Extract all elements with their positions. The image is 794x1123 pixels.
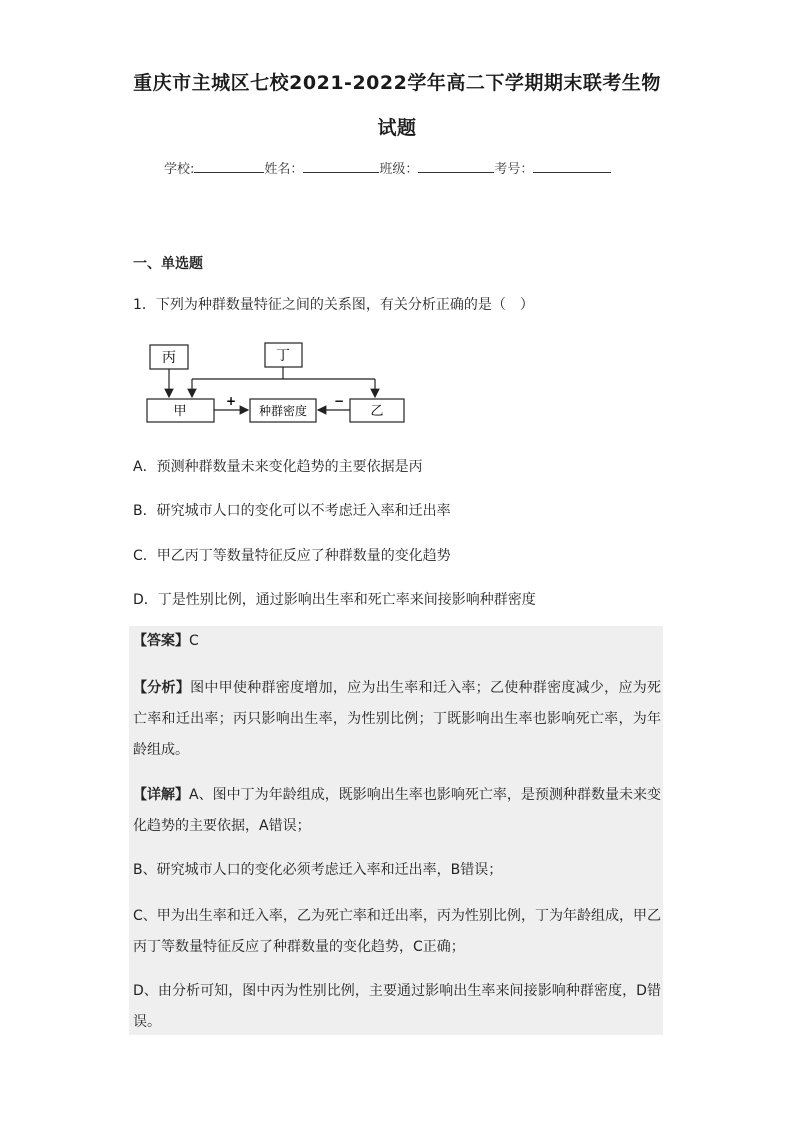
school-blank xyxy=(194,158,264,173)
population-diagram xyxy=(146,338,416,428)
question-1-stem: 1．下列为种群数量特征之间的关系图，有关分析正确的是（ ） xyxy=(133,297,534,313)
detail-d-paragraph: D、由分析可知，图中丙为性别比例，主要通过影响出生率来间接影响种群密度，D错误。 xyxy=(133,983,661,1030)
node-jia-box xyxy=(147,399,214,422)
node-bing-box xyxy=(150,345,188,369)
school-label: 学校: xyxy=(164,162,195,177)
answer-line xyxy=(133,626,661,657)
detail-a-text: A、图中丁为年龄组成，既影响出生率也影响死亡率，是预测种群数量未来变化趋势的主要依据，A错误； xyxy=(133,787,661,834)
document-title-line1: 重庆市主城区七校2021-2022学年高二下学期期末联考生物 xyxy=(133,72,661,94)
minus-sign: − xyxy=(334,394,345,408)
option-a: A．预测种群数量未来变化趋势的主要依据是丙 xyxy=(133,459,423,475)
number-label: 考号： xyxy=(494,162,534,177)
option-c: C．甲乙丙丁等数量特征反应了种群数量的变化趋势 xyxy=(133,548,451,564)
node-ding-box xyxy=(265,343,302,367)
section-heading: 一、单选题 xyxy=(133,256,203,272)
node-density-box xyxy=(250,399,316,422)
node-yi-label: 乙 xyxy=(370,404,384,419)
detail-b-paragraph: B、研究城市人口的变化必须考虑迁入率和迁出率，B错误； xyxy=(133,862,503,878)
option-b: B．研究城市人口的变化可以不考虑迁入率和迁出率 xyxy=(133,503,451,519)
name-blank xyxy=(303,158,379,173)
node-ding-label: 丁 xyxy=(276,348,290,364)
class-blank xyxy=(418,158,494,173)
node-bing-label: 丙 xyxy=(162,350,176,366)
plus-sign: + xyxy=(226,394,237,408)
class-label: 班级： xyxy=(379,162,419,177)
node-yi-box xyxy=(350,399,404,422)
document-title-line2: 试题 xyxy=(377,117,417,139)
analysis-paragraph xyxy=(133,673,661,766)
number-blank xyxy=(533,158,611,173)
detail-a-paragraph xyxy=(133,780,661,842)
name-label: 姓名： xyxy=(264,162,304,177)
detail-c-paragraph: C、甲为出生率和迁入率，乙为死亡率和迁出率，丙为性别比例，丁为年龄组成，甲乙丙丁等数量特征反应了种群数量的变化趋势，C正确； xyxy=(133,908,661,955)
analysis-text: 图中甲使种群密度增加，应为出生率和迁入率；乙使种群密度减少，应为死亡率和迁出率；丙只影响出生率，为性别比例；丁既影响出生率也影响死亡率，为年龄组成。 xyxy=(133,680,662,758)
detail-label: 【详解】 xyxy=(133,787,190,803)
answer-value: C xyxy=(189,633,199,649)
analysis-label: 【分析】 xyxy=(133,680,191,696)
node-density-label: 种群密度 xyxy=(258,404,308,418)
option-d: D．丁是性别比例，通过影响出生率和死亡率来间接影响种群密度 xyxy=(133,592,536,608)
answer-label: 【答案】 xyxy=(133,633,189,649)
student-info-line xyxy=(164,158,611,177)
node-jia-label: 甲 xyxy=(173,404,187,419)
